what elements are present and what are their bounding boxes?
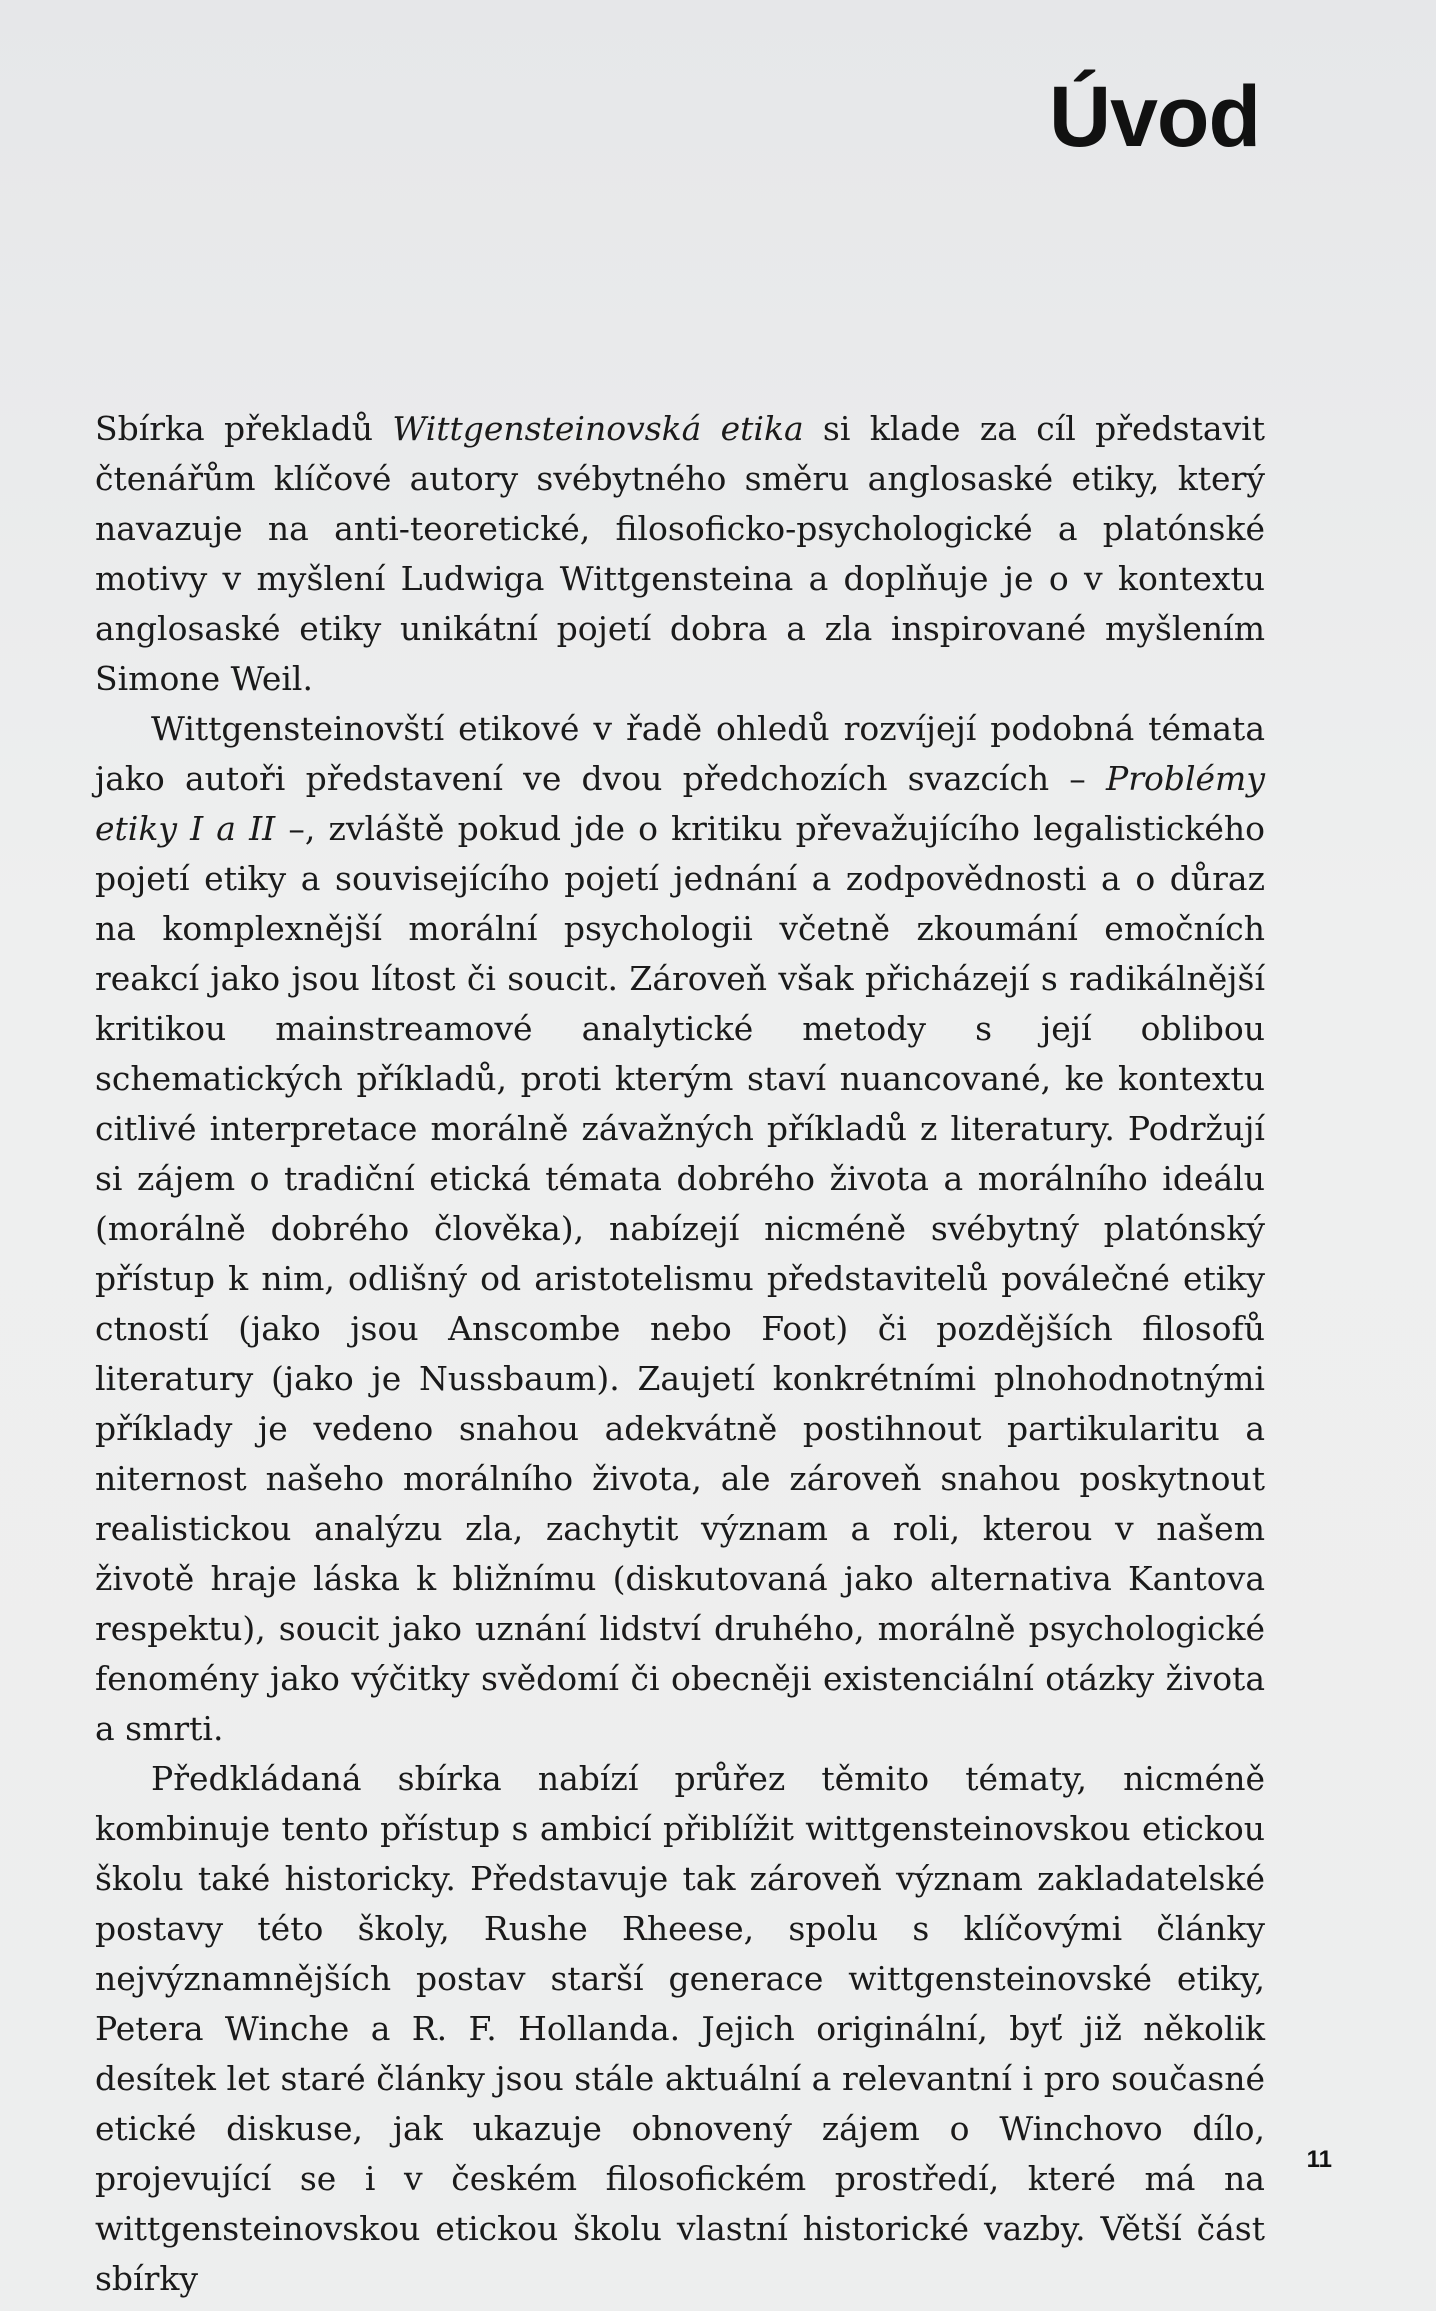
page-number: 11 [1306, 2146, 1332, 2173]
book-title-italic: Wittgensteinovská etika [392, 409, 804, 448]
book-title-italic: Problémy etiky I a II [95, 759, 1265, 848]
chapter-title: Úvod [1049, 69, 1260, 165]
paragraph-1 [95, 404, 1265, 704]
text-segment: Předkládaná sbírka nabízí průřez těmito tématy, nicméně kombinuje tento přístup s ambicí přiblížit wittgensteinovskou etickou školu také historicky. Představuje tak zároveň význam zakladatelské postavy této školy, Rushe Rheese, spolu s klíčovými články nejvýznamnějších postav starší generace wittgensteinovské etiky, Petera Winche a R. F. Hollanda. Jejich originální, byť již několik desítek let staré články jsou stále aktuální a relevantní i pro současné etické diskuse, jak ukazuje obnovený zájem o Winchovo dílo, projevující se i v českém filosofickém prostředí, které má na wittgensteinovskou etickou školu vlastní historické vazby. Větší část sbírky [95, 1759, 1265, 2298]
paragraph-3 [95, 1754, 1265, 2304]
text-segment: si klade za cíl představit čtenářům klíčové autory svébytného směru anglosaské etiky, který navazuje na anti-teoretické, filosoficko-psychologické a platónské motivy v myšlení Ludwiga Wittgensteina a doplňuje je o v kontextu anglosaské etiky unikátní pojetí dobra a zla inspirované myšlením Simone Weil. [95, 409, 1265, 698]
text-segment: Sbírka překladů [95, 409, 393, 448]
text-segment: Wittgensteinovští etikové v řadě ohledů rozvíjejí podobná témata jako autoři představení ve dvou předchozích svazcích – [95, 709, 1265, 798]
body-text [95, 404, 1265, 2304]
text-segment: –, zvláště pokud jde o kritiku převažujícího legalistického pojetí etiky a souvisejícího pojetí jednání a zodpovědnosti a o důraz na komplexnější morální psychologii včetně zkoumání emočních reakcí jako jsou lítost či soucit. Zároveň však přicházejí s radikálnější kritikou mainstreamové analytické metody s její oblibou schematických příkladů, proti kterým staví nuancované, ke kontextu citlivé interpretace morálně závažných příkladů z literatury. Podržují si zájem o tradiční etická témata dobrého života a morálního ideálu (morálně dobrého člověka), nabízejí nicméně svébytný platónský přístup k nim, odlišný od aristotelismu představitelů poválečné etiky ctností (jako jsou Anscombe nebo Foot) či pozdějších filosofů literatury (jako je Nussbaum). Zaujetí konkrétními plnohodnotnými příklady je vedeno snahou adekvátně postihnout partikularitu a niternost našeho morálního života, ale zároveň snahou poskytnout realistickou analýzu zla, zachytit význam a roli, kterou v našem životě hraje láska k bližnímu (diskutovaná jako alternativa Kantova respektu), soucit jako uznání lidství druhého, morálně psychologické fenomény jako výčitky svědomí či obecněji existenciální otázky života a smrti. [95, 809, 1265, 1748]
paragraph-2 [95, 704, 1265, 1754]
